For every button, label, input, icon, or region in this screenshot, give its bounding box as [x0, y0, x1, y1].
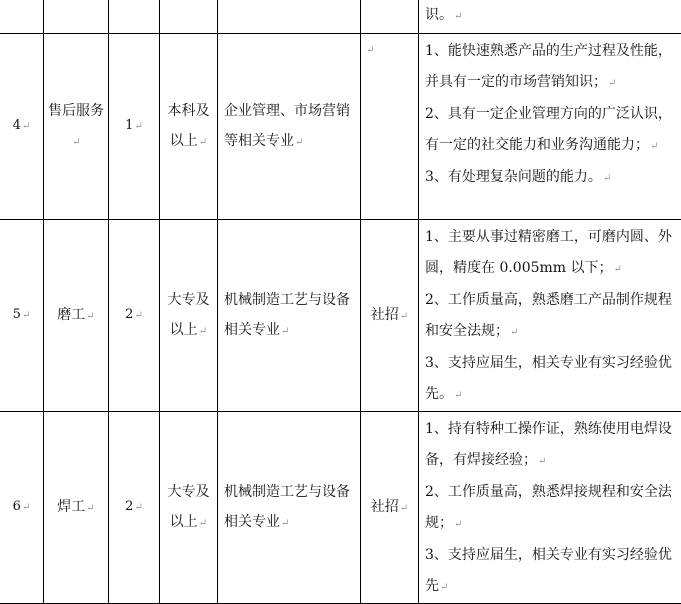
- cell-no: 4 ↵: [0, 34, 44, 220]
- cell-count: 2 ↵: [109, 220, 160, 412]
- requirement-line: 2、工作质量高，熟悉磨工产品制作规程和安全法规； ↵: [425, 285, 677, 348]
- cell-education: 大专及以上 ↵: [160, 412, 218, 604]
- cell-mode: 社招 ↵: [361, 220, 419, 412]
- cell-education: 本科及以上 ↵: [160, 34, 218, 220]
- requirement-line: 3、有处理复杂问题的能力。 ↵: [425, 162, 677, 195]
- requirement-line: 3、支持应届生，相关专业有实习经验优先。 ↵: [425, 348, 677, 411]
- cell-position: 磨工 ↵: [44, 220, 109, 412]
- cell-position: 售后服务 ↵: [44, 34, 109, 220]
- cell-major: 企业管理、市场营销等相关专业 ↵: [218, 34, 361, 220]
- cell-requirements: [419, 220, 681, 412]
- requirement-line: 2、具有一定企业管理方向的广泛认识，有一定的社交能力和业务沟通能力； ↵: [425, 99, 677, 162]
- requirement-line: 1、持有特种工操作证，熟练使用电焊设备，有焊接经验； ↵: [425, 414, 677, 477]
- cell-position: [44, 0, 109, 34]
- cell-requirements: [419, 34, 681, 220]
- requirement-line: 2、工作质量高，熟悉焊接规程和安全法规； ↵: [425, 477, 677, 540]
- cell-count: [109, 0, 160, 34]
- cell-requirements: [419, 0, 681, 34]
- requirement-line: 识。 ↵: [425, 0, 677, 33]
- cell-major: 机械制造工艺与设备相关专业 ↵: [218, 220, 361, 412]
- requirement-line: 1、主要从事过精密磨工，可磨内圆、外圆，精度在 0.005mm 以下； ↵: [425, 222, 677, 285]
- cell-count: 2 ↵: [109, 412, 160, 604]
- cell-mode: 社招 ↵: [361, 412, 419, 604]
- cell-major: [218, 0, 361, 34]
- cell-requirements: [419, 412, 681, 604]
- cell-no: 5 ↵: [0, 220, 44, 412]
- cell-major: 机械制造工艺与设备相关专业 ↵: [218, 412, 361, 604]
- cell-education: 大专及以上 ↵: [160, 220, 218, 412]
- cell-education: [160, 0, 218, 34]
- cell-mode: [361, 34, 419, 220]
- table-row: [0, 34, 681, 220]
- cell-count: 1 ↵: [109, 34, 160, 220]
- table-row: [0, 220, 681, 412]
- cell-position: 焊工 ↵: [44, 412, 109, 604]
- cell-no: [0, 0, 44, 34]
- cell-no: 6 ↵: [0, 412, 44, 604]
- requirement-line: 3、支持应届生，相关专业有实习经验优先 ↵: [425, 540, 677, 603]
- cell-mode: [361, 0, 419, 34]
- table-row: [0, 412, 681, 604]
- table-row: [0, 0, 681, 34]
- requirement-line: 1、能快速熟悉产品的生产过程及性能，并具有一定的市场营销知识； ↵: [425, 36, 677, 99]
